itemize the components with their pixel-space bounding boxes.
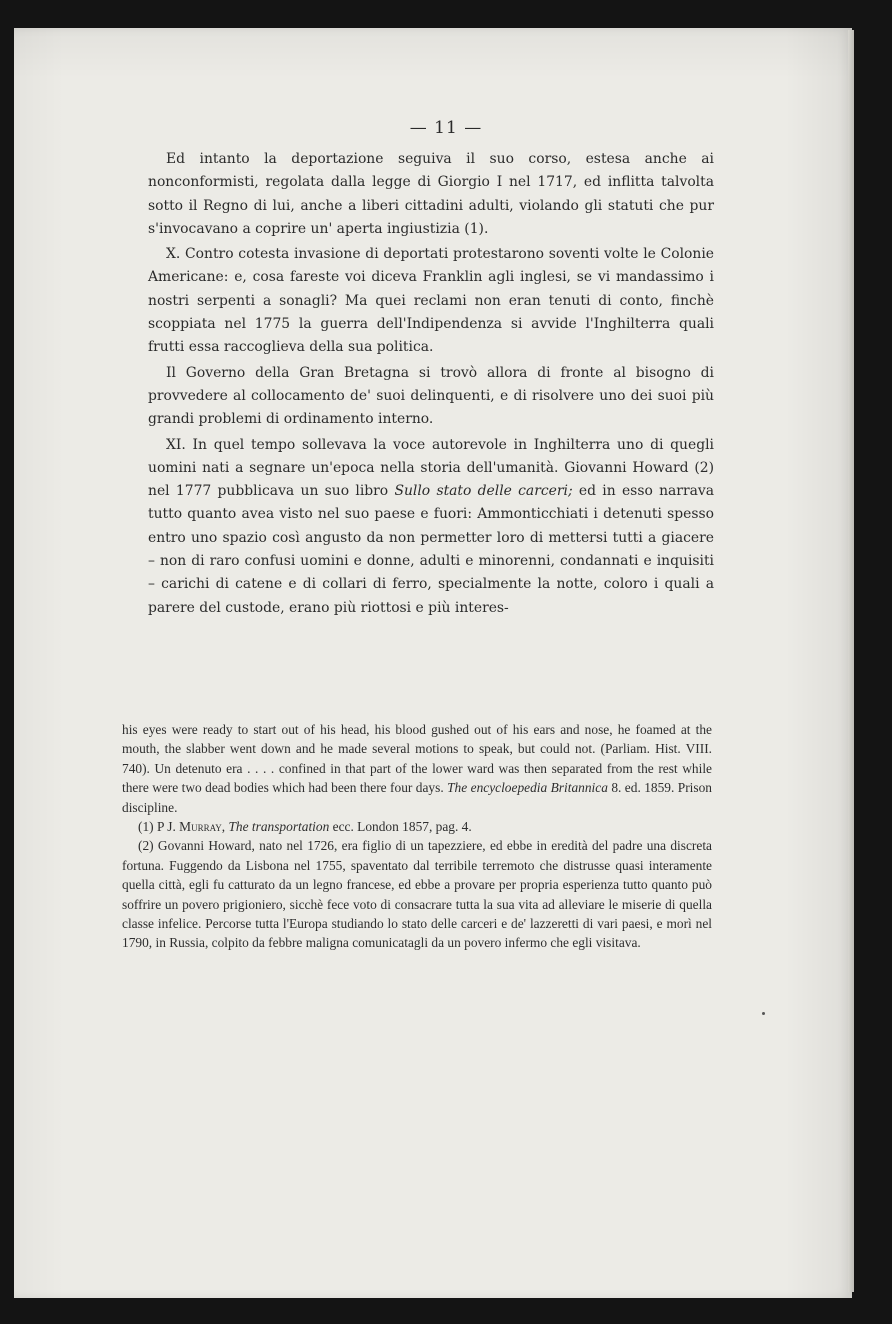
paragraph-deportation: Ed intanto la deportazione seguiva il suo corso, estesa anche ai nonconformisti, regolata dalla legge di Giorgio I nel 1717, ed inflitta talvolta sotto il Regno di lui, anche a liberi cittadini adulti, violando gli statuti che pur s'invocavano a coprire un' aperta ingiustizia (1). xyxy=(148,151,714,237)
howard-text-start: XI. In quel tempo sollevava la voce autorevole in Inghilterra uno di quegli uomini nati a segnare un'epoca nella storia dell'umanità. Giovanni Howard (2) nel 1777 pubblicava un suo libro xyxy=(148,436,714,500)
howard-text-end: ed in esso narrava tutto quanto avea visto nel suo paese e fuori: Ammonticchiati i detenuti spesso entro uno spazio così angusto da non permetter loro di mettersi tutti a giacere – non di raro confusi uomini e donne, adulti e minorenni, condannati e inquisiti – carichi di catene e di collari di ferro, specialmente la notte, coloro i quali a parere del custode, erano più riottosi e più interes- xyxy=(148,483,715,616)
paragraph-section-xi xyxy=(148,434,714,620)
footnote-2: (2) Govanni Howard, nato nel 1726, era figlio di un tapezziere, ed ebbe in eredità del padre una discreta fortuna. Fuggendo da Lisbona nel 1755, spaventato dal terribile terremoto che distrusse quasi interamente quella città, egli fu catturato da un legno francese, ed ebbe a provare per propria esperienza tutto quanto può soffrire un povero prigioniero, sicchè fece voto di consacrare tutta la sua vita ad alleviare le miserie di quella classe infelice. Percorse tutta l'Europa studiando lo stato delle carceri e de' lazzeretti di vari paesi, e morì nel 1790, in Russia, colpito da febbre maligna comunicatagli da un povero infermo che egli visitava. xyxy=(122,838,712,951)
footnote-1 xyxy=(122,817,712,836)
page-edge-shadow xyxy=(848,30,854,1292)
footnotes xyxy=(122,720,712,953)
footnote-encyclopedia-title: The encycloepedia Britannica xyxy=(447,780,608,796)
book-title-carceri: Sullo stato delle carceri; xyxy=(394,483,573,500)
footnote-continuation xyxy=(122,720,712,817)
footnote-1-title: The transportation xyxy=(228,819,330,835)
footnote-continuation-end: 8. ed. 1859. Prison discipline. xyxy=(122,780,712,815)
footnote-1-prefix: (1) P J. xyxy=(138,819,180,835)
footnote-1-author: Murray xyxy=(179,819,222,835)
footnote-continuation-text: his eyes were ready to start out of his head, his blood gushed out of his ears and nose, he foamed at the mouth, the slabber went down and he made several motions to speak, but could not. (Parliam. Hist. VIII. 740). Un detenuto era . . . . confined in that part of the lower ward was then separated from the rest while there were two dead bodies which had been there four days. xyxy=(122,722,712,796)
paragraph-gran-bretagna: Il Governo della Gran Bretagna si trovò allora di fronte al bisogno di provvedere al collocamento de' suoi delinquenti, e di risolvere uno dei suoi più grandi problemi di ordinamento interno. xyxy=(148,364,714,428)
scan-speck xyxy=(762,1012,765,1015)
paragraph-section-x: X. Contro cotesta invasione di deportati protestarono soventi volte le Colonie Americane: e, cosa fareste voi diceva Franklin agli inglesi, se vi mandassimo i nostri serpenti a sonagli? Ma quei reclami non eran tenuti di conto, finchè scoppiata nel 1775 la guerra dell'Indipendenza si avvide l'Inghilterra quali frutti essa raccoglieva della sua politica. xyxy=(148,246,714,356)
footnote-1-separator: , xyxy=(221,819,229,835)
footnote-1-details: ecc. London 1857, pag. 4. xyxy=(329,819,472,835)
page-number: — 11 — xyxy=(409,118,483,138)
main-text xyxy=(148,148,714,620)
